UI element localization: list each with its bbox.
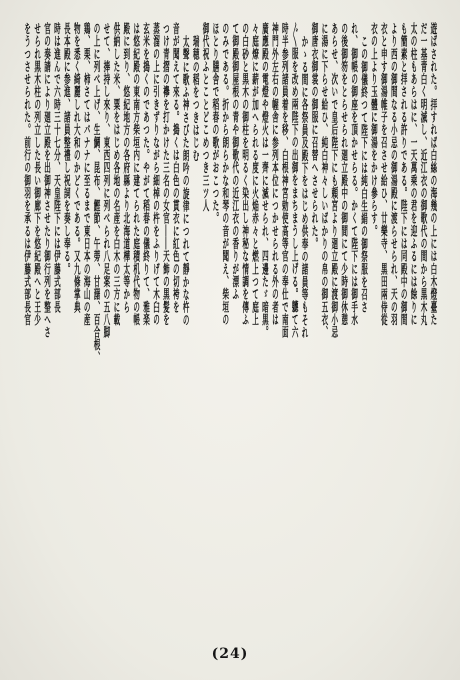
text-column: 時半参列諸員着を移、白根神宮勅使高等官の奉仕で南面	[281, 22, 289, 339]
text-column: 衣の上より玉體に御湯をかけ參らす。	[370, 22, 379, 238]
text-column: 供納した米、粟をはじめ各地の名産を白木の三方に載	[112, 22, 121, 326]
text-column: 太聲に歌ふ神さびた朗吟の旋律につれて靜かな杵の	[181, 34, 190, 326]
text-column: の上に列べ上げ、生鯛、昆布、鰹節、午蒡、甘藷、百合根、	[92, 22, 101, 364]
text-column: つけ青摺の襷を打かけた三名の女官――天飾の黒髪を	[162, 22, 170, 326]
text-column: 遊ばされた。拝すれば白絲の海幾の上には白木燈臺た	[429, 22, 438, 326]
text-column: より西の御間なる小忌の御湯殿に渡らせられ、天の羽	[389, 22, 398, 326]
text-column: 瑞穂の稻をつきはじむ	[191, 34, 200, 161]
text-column: のみである。折から朗らかな和琴の音が聞え、柴垣の	[221, 22, 230, 326]
text-column: 神門外左右の幄舎に参列本位につかせられる外の者は	[271, 22, 279, 326]
text-column: 御代祝ふとことどこめつき三ツ人	[201, 22, 210, 212]
text-column: せて、捧持し來り、東西四列に列べられ八足案の五八脚	[102, 22, 111, 339]
text-column: 官の奏請により廻立殿を出御神させたり御行列を整へさ	[43, 22, 52, 339]
text-column: に湯に下らせ給ひ、純白神々しいばかりの帛の御五衣、	[320, 22, 329, 339]
page-number: (24)	[211, 646, 249, 662]
text-column: 々庭燎に薪が加へられる度に火焔赤々と燃上つて庭上	[251, 22, 260, 326]
text-column: 殿に到り、悠紀地方の各府縣より北海道樺太等から	[122, 22, 131, 313]
text-column: だ一基青白く明滅し、近江衣の御歌代の間から黒木丸	[419, 22, 428, 326]
text-column: の白砂と黒木の御柱を明るく染出し神秘な情調を傳ふ	[241, 22, 250, 326]
text-column: せられ黒木柱の列立した長い御廊下を悠紀殿へと王少	[33, 22, 42, 326]
text-column: 長本殿に参進、諸員整禮し祝詞を奏し奉る。	[63, 22, 71, 275]
text-column: 音が聞えて來る。搗くは白色の貫衣に紅色の切袴を	[172, 22, 180, 313]
text-column: の後御笏をとらせられ廻立殿中の御間にて少時御休憩	[340, 22, 349, 326]
text-column: て御殿御屋根の青や御歌代の近江衣の香りが漂ふ	[231, 22, 240, 301]
text-column: あらせ、次いで皇后陛下にも頼宮より廻立殿に渡御小忌	[330, 22, 339, 339]
text-column: 御唐衣御裳の御服に召替へさせられた。	[310, 22, 319, 250]
text-column: れ、御帳の御座を頂かせらる。かくて陛下には御手水	[350, 22, 359, 326]
text-column: 鶏、栗、柿さてはバナナに至るまで東日本の海山の産	[82, 22, 91, 326]
text-column: 物を悉く綺麗しれ大和のかどくである。又九條掌典	[72, 22, 81, 313]
text-column: 衣と申す御湯帷子を召させ給ひ、廿樂寺、黒田兩侍從	[380, 22, 388, 326]
text-column: 玄米を搗くのであつた。やがて稻春の儀終りて、雅楽	[142, 22, 151, 326]
text-column: をうつさせられた。前行の御羽を承るは伊藤式部長官	[23, 22, 32, 326]
text-column: は悠紀殿の東南方柴垣内に建てられた庭積机代物の帳	[132, 22, 141, 326]
vertical-text-body	[22, 22, 438, 622]
text-column: 〴〵服を改め兩陛下の出御をまちまうし上げる。軈て六	[290, 22, 299, 339]
text-column: ほとり膳舎で稻春の歌がおこつた。	[211, 22, 220, 225]
text-column: かゝる間に各祭員及殿下をはじめ供奉の諸員等もそれ	[300, 34, 309, 339]
text-column: この御儀終つて陛下には純白生絹の御祭服を召さ	[360, 34, 369, 313]
text-column: 時は進んで六時三十七分、天皇陛下には伊藤式部長	[53, 22, 62, 313]
text-column: 太の柱もあらはに、一天萬乘の君を迎ふるには餘りに	[409, 22, 418, 326]
text-column: 蒸溜の上に引きずりながら細棹の杵をふりげて木臼の	[152, 22, 161, 326]
text-column: 廣應殿の電燈や燈火は一齊に滅せられ、四邊たゞ暗黒。	[261, 22, 270, 339]
text-column: も簡素と拝される許りである。陛下には同殿中の御間	[399, 22, 408, 326]
text-columns	[22, 22, 438, 622]
